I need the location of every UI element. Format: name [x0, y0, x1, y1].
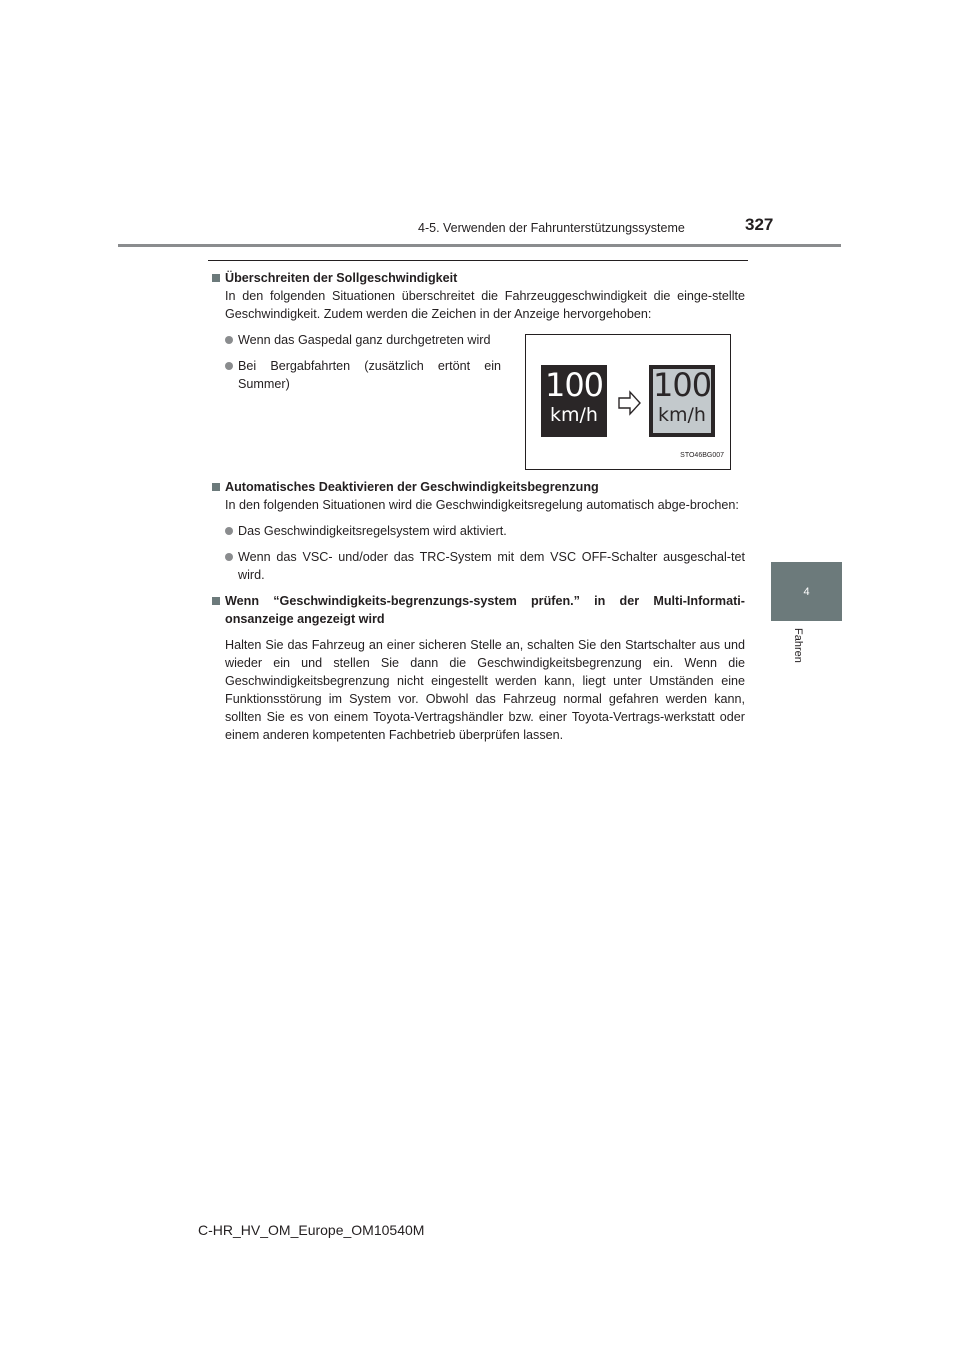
document-id: C-HR_HV_OM_Europe_OM10540M: [198, 1222, 425, 1238]
arrow-right-icon: [618, 390, 642, 416]
page-content: [211, 269, 745, 744]
section-paragraph: In den folgenden Situationen überschreitet die Fahrzeuggeschwindigkeit die einge-stellte Geschwindigkeit. Zudem werden die Zeichen in der Anzeige hervorgehoben:: [225, 289, 745, 321]
heading-text: Automatisches Deaktivieren der Geschwindigkeitsbegrenzung: [225, 480, 599, 494]
speed-sign-highlighted: [649, 365, 715, 437]
speed-sign-figure: [525, 334, 731, 470]
circle-bullet-icon: [225, 336, 233, 344]
heading-text: Überschreiten der Sollgeschwindigkeit: [225, 271, 458, 285]
list-item: [211, 548, 745, 584]
list-item-text: Das Geschwindigkeitsregelsystem wird aktiviert.: [238, 524, 507, 538]
speed-value: 100: [544, 366, 604, 404]
chapter-name: Fahren: [792, 628, 804, 663]
page-number: 327: [745, 215, 774, 234]
speed-sign-normal: [541, 365, 607, 437]
list-item: [211, 522, 745, 540]
chapter-tab[interactable]: [771, 562, 842, 621]
chapter-number: 4: [803, 585, 810, 598]
list-item-text: Bei Bergabfahrten (zusätzlich ertönt ein Summer): [238, 359, 501, 391]
list-item-text: Wenn das Gaspedal ganz durchgetreten wird: [238, 333, 491, 347]
circle-bullet-icon: [225, 362, 233, 370]
heading-text: Wenn “Geschwindigkeits-begrenzungs-system prüfen.” in der Multi-Informati-onsanzeige angezeigt wird: [225, 594, 745, 626]
figure-code: STO46BG007: [680, 452, 724, 459]
square-bullet-icon: [212, 274, 220, 282]
section-heading: [211, 592, 745, 628]
section-heading: [211, 478, 745, 496]
speed-unit: km/h: [658, 404, 706, 426]
list-item-text: Wenn das VSC- und/oder das TRC-System mit dem VSC OFF-Schalter ausgeschal-tet wird.: [238, 550, 745, 582]
circle-bullet-icon: [225, 527, 233, 535]
list-item: [211, 331, 501, 349]
circle-bullet-icon: [225, 553, 233, 561]
speed-value: 100: [653, 366, 712, 404]
list-item: [211, 357, 501, 393]
bullets-with-figure: [211, 331, 745, 470]
content-top-rule: [208, 260, 748, 261]
section-paragraph: Halten Sie das Fahrzeug an einer sicheren Stelle an, schalten Sie den Startschalter aus und wieder ein und stellen Sie dann die Geschwindigkeitsbegrenzung ein. Wenn die Geschwindigkeitsbegrenzung nicht eingestellt werden kann, liegt unter Umständen eine Funktionsstörung im System vor. Obwohl das Fahrzeug normal gefahren werden kann, sollten Sie es von einem Toyota-Vertragshändler bzw. einer Toyota-Vertrags-werkstatt oder einem anderen kompetenten Fachbetrieb überprüfen lassen.: [225, 638, 745, 742]
header-rule: [118, 244, 841, 247]
section-heading: [211, 269, 745, 287]
speed-unit: km/h: [550, 404, 598, 426]
square-bullet-icon: [212, 483, 220, 491]
section-paragraph: In den folgenden Situationen wird die Geschwindigkeitsregelung automatisch abge-brochen:: [225, 498, 739, 512]
running-header-section: 4-5. Verwenden der Fahrunterstützungssysteme: [418, 221, 685, 235]
square-bullet-icon: [212, 597, 220, 605]
